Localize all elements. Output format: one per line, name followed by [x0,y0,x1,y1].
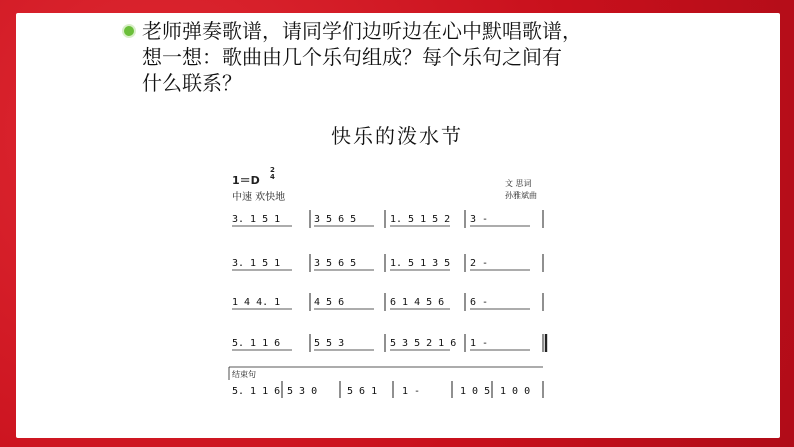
coda-label: 结束句 [232,370,256,379]
time-signature-top: 2 [270,166,275,174]
score-measure: 3 5 6 5 [314,258,357,269]
coda-measure: 1 0 5 [460,386,491,397]
score-measure: 6 1 4 5 6 [390,297,445,308]
score-measure: 3. 1 5 1 [232,214,281,225]
score-measure: 1. 5 1 5 2 [390,214,451,225]
tempo-marking: 中速 欢快地 [232,192,286,203]
score-measure: 3 - [470,214,489,225]
question-line-3: 什么联系？ [142,71,242,95]
score-measure: 6 - [470,297,489,308]
key-signature: 1＝D [232,174,260,187]
coda-measure: 1 0 0 [500,386,531,397]
score-measure: 5 5 3 [314,338,345,349]
score-measure: 2 - [470,258,489,269]
score-measure: 4 5 6 [314,297,345,308]
song-title: 快乐的泼水节 [331,124,463,148]
coda-measure: 5. 1 1 6 [232,386,281,397]
coda-measure: 1 - [402,386,421,397]
coda-measure: 5 3 0 [287,386,318,397]
question-line-2: 想一想：歌曲由几个乐句组成？每个乐句之间有 [142,45,562,69]
score-measure: 1 4 4. 1 [232,297,281,308]
score-measure: 3 5 6 5 [314,214,357,225]
score-measure: 1. 5 1 3 5 [390,258,451,269]
coda-measure: 5 6 1 [347,386,378,397]
time-signature-bottom: 4 [270,173,275,181]
score-measure: 3. 1 5 1 [232,258,281,269]
question-line-1: 老师弹奏歌谱，请同学们边听边在心中默唱歌谱， [142,19,582,43]
lyricist-credit: 文 思词 [505,179,532,188]
score-measure: 5. 1 1 6 [232,338,281,349]
score-measure: 1 - [470,338,489,349]
composer-credit: 孙雅斌曲 [505,191,537,200]
score-measure: 5 3 5 2 1 6 [390,338,457,349]
